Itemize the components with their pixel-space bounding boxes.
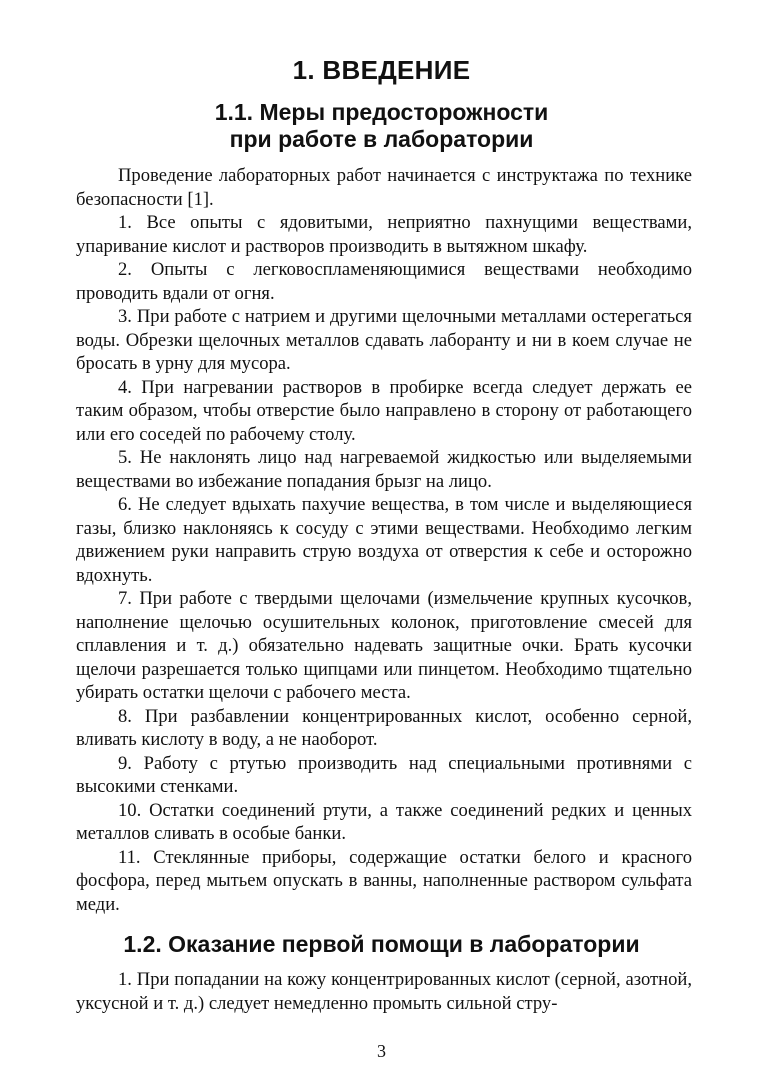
paragraph-rule-8: 8. При разбавлении концентрированных кислот, особенно серной, вливать кислоту в воду, а не наоборот. — [76, 705, 692, 750]
paragraph-rule-4: 4. При нагревании растворов в пробирке всегда следует держать ее таким образом, чтобы отверстие было направлено в сторону от работающего или его соседей по рабочему столу. — [76, 376, 692, 445]
paragraph-rule-10: 10. Остатки соединений ртути, а также соединений редких и ценных металлов сливать в особые банки. — [76, 799, 692, 844]
paragraph-rule-6: 6. Не следует вдыхать пахучие вещества, в том числе и выделяющиеся газы, близко наклоняясь к сосуду с этими веществами. Необходимо легким движением руки направить струю воздуха от отверстия к себе и осторожно вдохнуть. — [76, 494, 692, 586]
paragraph-rule-11: 11. Стеклянные приборы, содержащие остатки белого и красного фосфора, перед мытьем опускать в ванны, наполненные раствором сульфата меди. — [76, 846, 692, 915]
paragraph-intro: Проведение лабораторных работ начинается с инструктажа по технике безопасности [1]. — [76, 165, 692, 210]
section-heading-1-1-line2: при работе в лаборатории — [229, 126, 534, 152]
paragraph-rule-1: 1. Все опыты с ядовитыми, неприятно пахнущими веществами, упаривание кислот и растворов производить в вытяжном шкафу. — [76, 212, 692, 257]
page-number: 3 — [377, 1041, 386, 1061]
chapter-title: 1. ВВЕДЕНИЕ — [292, 55, 471, 85]
section-1-2-body — [76, 968, 692, 1015]
section-heading-1-1-line1: 1.1. Меры предосторожности — [214, 99, 549, 125]
paragraph-rule-2: 2. Опыты с легковоспламеняющимися веществами необходимо проводить вдали от огня. — [76, 259, 692, 304]
paragraph-first-aid-1: 1. При попадании на кожу концентрированных кислот (серной, азотной, уксусной и т. д.) следует немедленно промыть сильной стру- — [76, 969, 692, 1014]
paragraph-rule-3: 3. При работе с натрием и другими щелочными металлами остерегаться воды. Обрезки щелочных металлов сдавать лаборанту и ни в коем случае не бросать в урну для мусора. — [76, 306, 692, 374]
paragraph-rule-9: 9. Работу с ртутью производить над специальными противнями с высокими стенками. — [76, 752, 692, 797]
paragraph-rule-5: 5. Не наклонять лицо над нагреваемой жидкостью или выделяемыми веществами во избежание попадания брызг на лицо. — [76, 447, 692, 492]
section-1-1-body — [76, 164, 692, 916]
section-heading-1-2: 1.2. Оказание первой помощи в лаборатории — [123, 931, 640, 957]
paragraph-rule-7: 7. При работе с твердыми щелочами (измельчение крупных кусочков, наполнение щелочью осушительных колонок, приготовление смесей для сплавления и т. д.) обязательно надевать защитные очки. Брать кусочки щелочи разрешается только щипцами или пинцетом. Необходимо тщательно убирать остатки щелочи с рабочего места. — [76, 588, 692, 703]
